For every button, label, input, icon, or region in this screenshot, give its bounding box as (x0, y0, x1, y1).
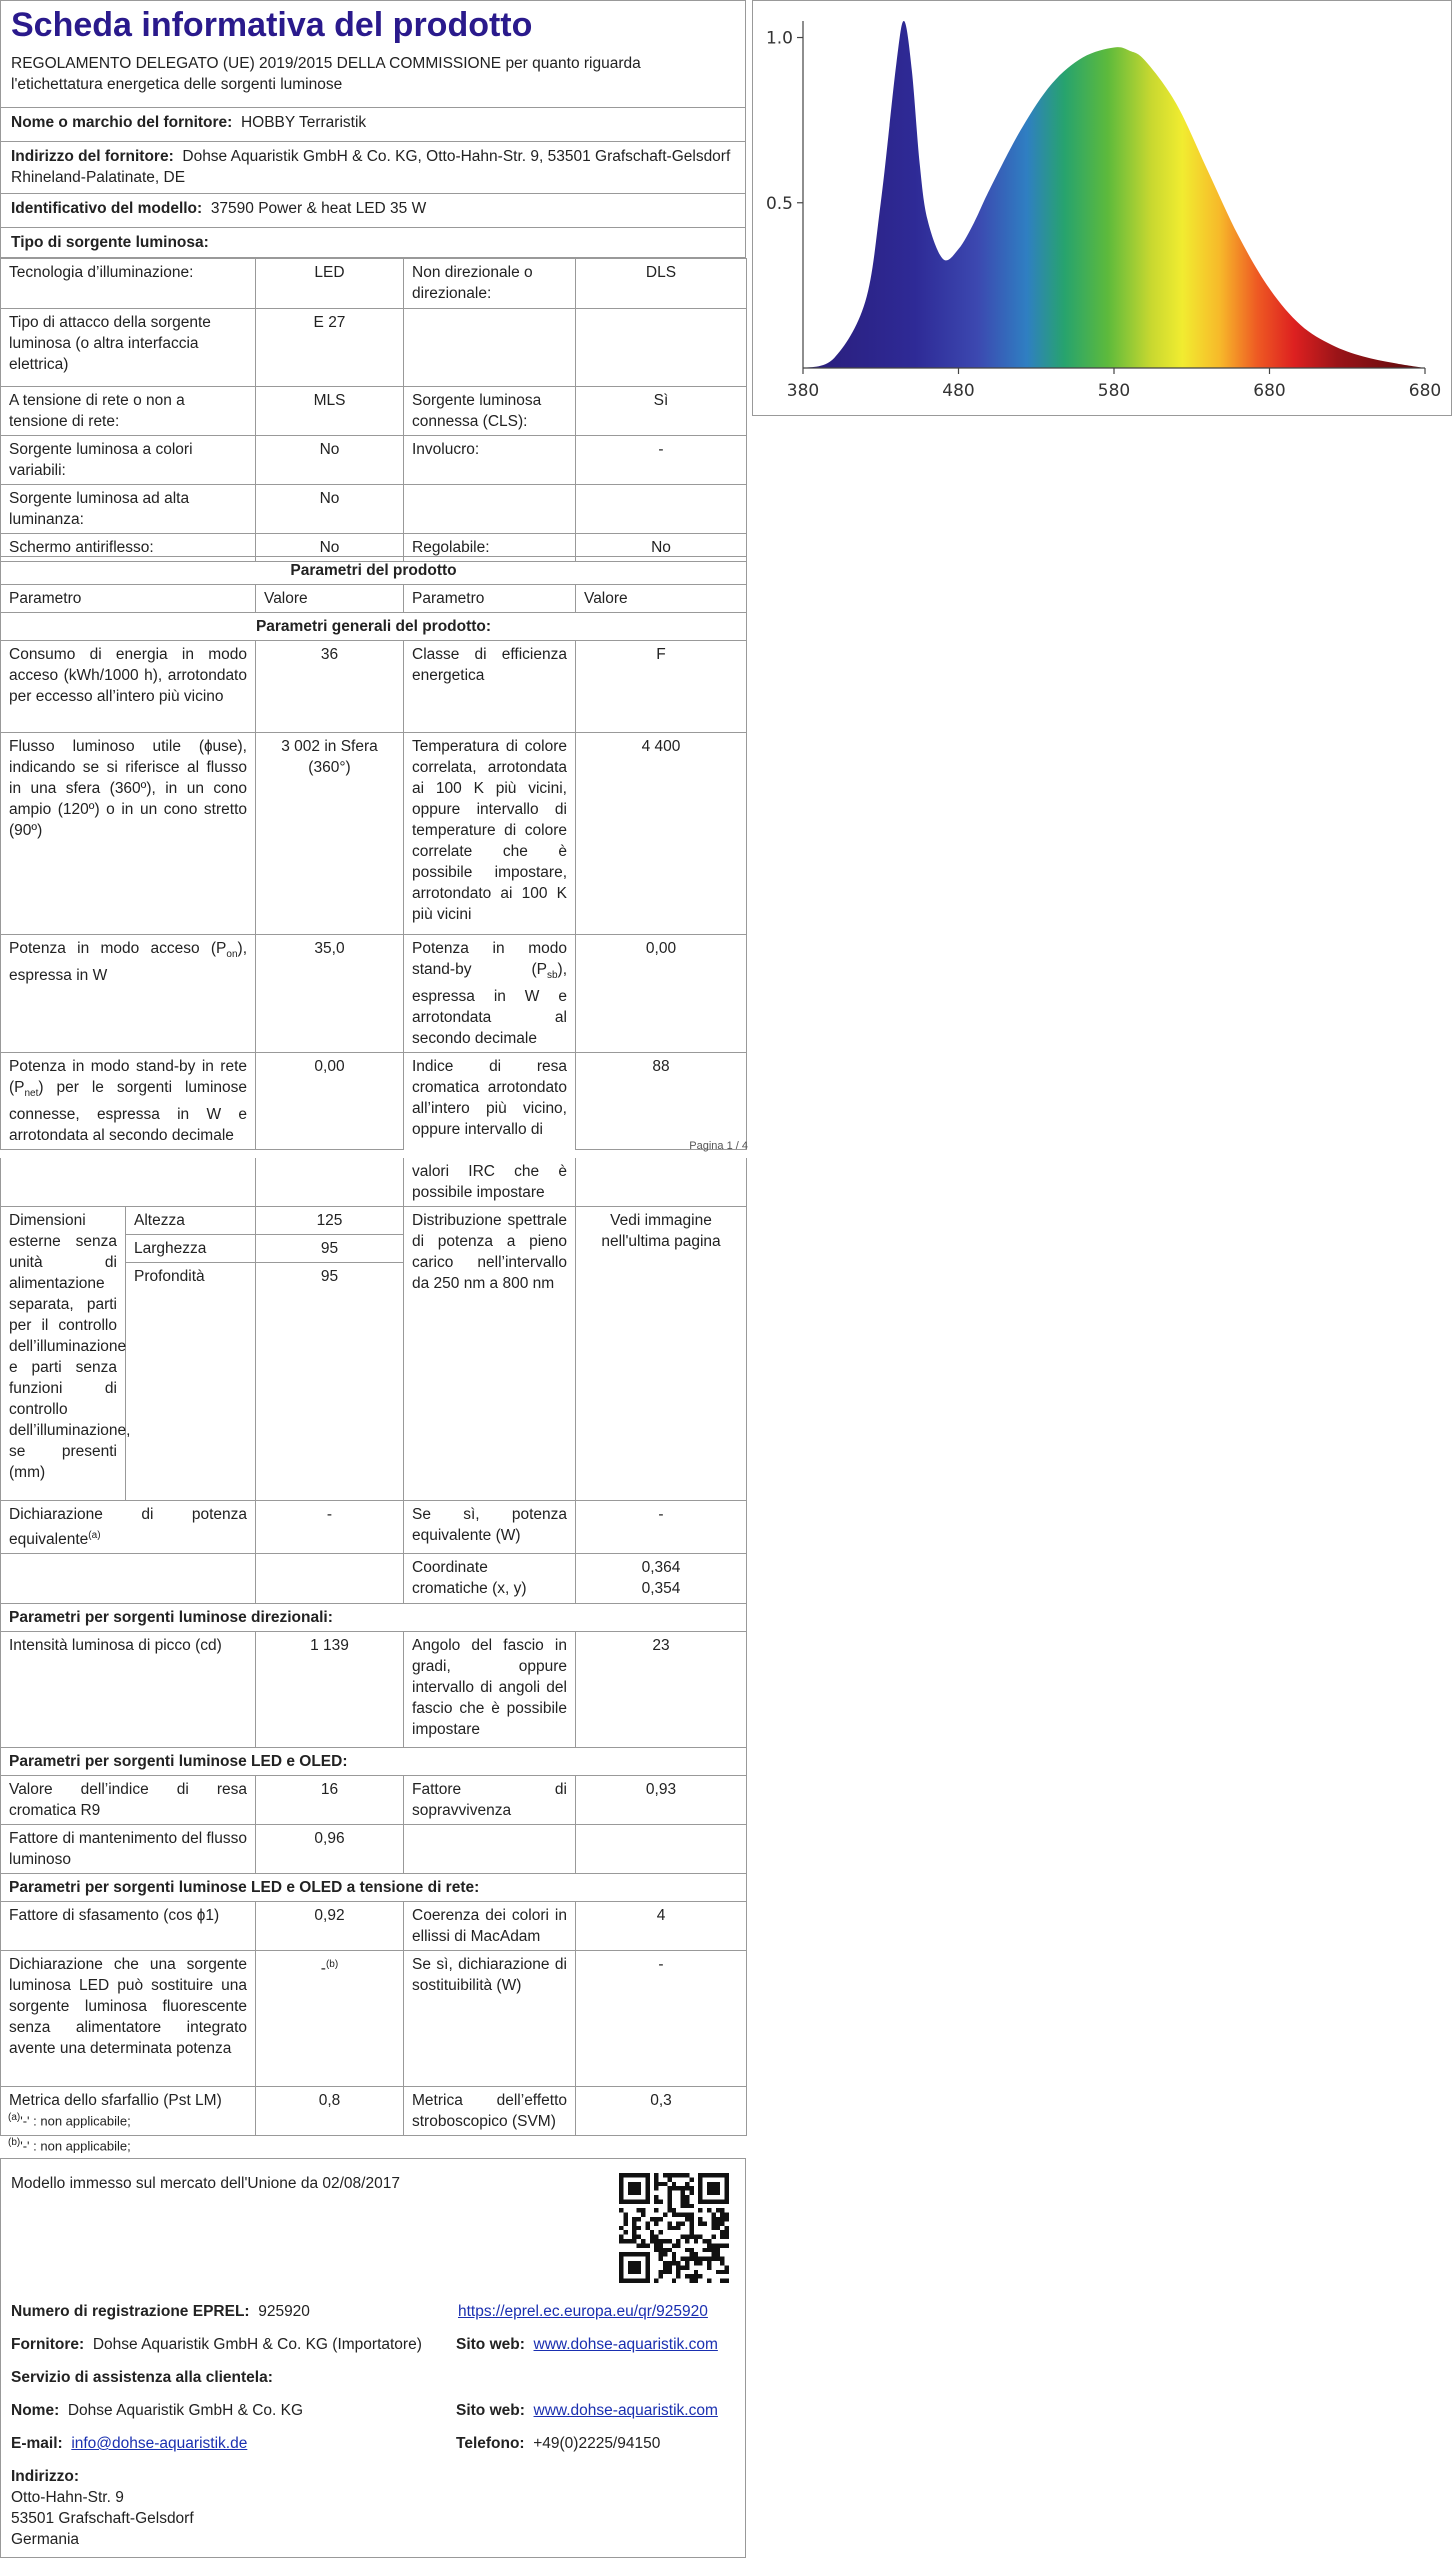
table-cell (404, 1825, 576, 1874)
spectrum-svg (753, 1, 1453, 417)
efficiency-class-label: Classe di efficienza energetica (404, 641, 576, 733)
dimensions-label: Dimensioni esterne senza unità di alimentazione separata, parti per il controllo dell’illuminazione e parti senza funzioni di controllo dell’illuminazione, se presenti (mm) (1, 1207, 126, 1501)
table-cell: Non direzionale o direzionale: (404, 259, 576, 309)
light-source-heading (0, 228, 746, 258)
spectrum-chart (752, 0, 1452, 416)
directional-params-heading: Parametri per sorgenti luminose direzionali: (1, 1604, 747, 1632)
table-row (1, 1604, 747, 1632)
replacement-w-label: Se sì, dichiarazione di sostituibilità (W) (404, 1951, 576, 2087)
column-header-value: Valore (256, 585, 404, 613)
chromaticity-y: 0,354 (641, 1580, 681, 1598)
spectral-distribution-value: Vedi immagine nell'ultima pagina (576, 1207, 747, 1501)
table-header-row (1, 585, 747, 613)
replacement-w-value: - (576, 1951, 747, 2087)
model-id-row (0, 194, 746, 228)
table-cell: LED (256, 259, 404, 309)
efficiency-class-value: F (576, 641, 747, 733)
table-row (1, 1748, 747, 1776)
table-cell: Tipo di attacco della sorgente luminosa (o altra interfaccia elettrica) (1, 309, 256, 387)
table-row (1, 557, 747, 585)
equivalent-power-w-value: - (576, 1501, 747, 1554)
params-heading: Parametri del prodotto (1, 557, 747, 585)
macadam-label: Coerenza dei colori in ellissi di MacAdam (404, 1902, 576, 1951)
table-cell: Involucro: (404, 436, 576, 485)
table-cell (256, 1554, 404, 1604)
table-cell: Sorgente luminosa ad alta luminanza: (1, 485, 256, 534)
mains-params-heading: Parametri per sorgenti luminose LED e OLED a tensione di rete: (1, 1874, 747, 1902)
table-cell: Sorgente luminosa connessa (CLS): (404, 387, 576, 436)
table-row (1, 485, 747, 534)
supplier-website: Sito web: www.dohse-aquaristik.com (456, 2336, 718, 2353)
x-tick-label: 680 (1408, 381, 1442, 401)
beam-angle-label: Angolo del fascio in gradi, oppure intervallo di angoli del fascio che è possibile impostare (404, 1632, 576, 1748)
table-cell (404, 309, 576, 387)
macadam-value: 4 (576, 1902, 747, 1951)
table-row (1, 733, 747, 935)
displacement-factor-value: 0,92 (256, 1902, 404, 1951)
table-cell: No (256, 534, 404, 562)
chromaticity-x: 0,364 (641, 1559, 681, 1577)
table-cell: Schermo antiriflesso: (1, 534, 256, 562)
supplier-address-row (0, 142, 746, 194)
table-row (1, 1874, 747, 1902)
table-row (1, 1158, 747, 1207)
supplier-website-link[interactable]: www.dohse-aquaristik.com (533, 2336, 718, 2353)
y-tick-label: 1.0 (765, 28, 793, 49)
supplier-address-label: Indirizzo del fornitore: (11, 148, 174, 165)
width-value: 95 (256, 1235, 404, 1263)
table-cell (404, 485, 576, 534)
eprel-number: Numero di registrazione EPREL: 925920 (11, 2303, 310, 2320)
supplier-name-label: Nome o marchio del fornitore: (11, 114, 233, 131)
width-label: Larghezza (126, 1235, 256, 1263)
r9-label: Valore dell’indice di resa cromatica R9 (1, 1776, 256, 1825)
color-temperature-value: 4 400 (576, 733, 747, 935)
equivalent-power-value: - (256, 1501, 404, 1554)
table-cell: - (576, 436, 747, 485)
led-params-heading: Parametri per sorgenti luminose LED e OLED: (1, 1748, 747, 1776)
survival-factor-value: 0,93 (576, 1776, 747, 1825)
column-header-value: Valore (576, 585, 747, 613)
qr-code-icon (619, 2173, 729, 2283)
table-cell: A tensione di rete o non a tensione di rete: (1, 387, 256, 436)
light-source-heading-text: Tipo di sorgente luminosa: (11, 234, 209, 251)
supplier-address-value: Dohse Aquaristik GmbH & Co. KG, Otto-Hahn-Str. 9, 53501 Grafschaft-Gelsdorf Rhineland-Palatinate, DE (11, 148, 731, 186)
survival-factor-label: Fattore di sopravvivenza (404, 1776, 576, 1825)
x-tick-label: 380 (786, 381, 820, 401)
table-row (1, 613, 747, 641)
network-standby-power-value: 0,00 (256, 1053, 404, 1150)
x-tick-label: 480 (942, 381, 975, 401)
table-cell: DLS (576, 259, 747, 309)
depth-label: Profondità (126, 1263, 256, 1501)
table-cell: No (256, 485, 404, 534)
model-id-value: 37590 Power & heat LED 35 W (210, 200, 427, 217)
table-cell (1, 1158, 256, 1207)
table-cell: Sorgente luminosa a colori variabili: (1, 436, 256, 485)
table-row (1, 1902, 747, 1951)
page-title: Scheda informativa del prodotto (11, 6, 533, 44)
height-label: Altezza (126, 1207, 256, 1235)
footer-info-box (0, 2158, 746, 2558)
supplier-info: Fornitore: Dohse Aquaristik GmbH & Co. KG (Importatore) (11, 2336, 422, 2353)
service-website: Sito web: www.dohse-aquaristik.com (456, 2402, 718, 2419)
table-row (1, 436, 747, 485)
footnote-a: $^{(a)}$'-' : non applicabile; (8, 2112, 131, 2129)
height-value: 125 (256, 1207, 404, 1235)
displacement-factor-label: Fattore di sfasamento (cos ɸ1) (1, 1902, 256, 1951)
table-row (1, 1776, 747, 1825)
service-address: Indirizzo: Otto-Hahn-Str. 9 53501 Grafschaft-Gelsdorf Germania (11, 2468, 194, 2548)
market-date: Modello immesso sul mercato dell'Unione da 02/08/2017 (11, 2175, 400, 2192)
standby-power-value: 0,00 (576, 935, 747, 1053)
table-cell (576, 1825, 747, 1874)
standby-power-label: Potenza in modo stand-by $(P_{sb})$, espressa in W e arrotondata al secondo decimale (404, 935, 576, 1053)
beam-angle-value: 23 (576, 1632, 747, 1748)
y-tick-label: 0.5 (765, 193, 793, 214)
column-header-parameter: Parametro (1, 585, 256, 613)
on-mode-power-label: Potenza in modo acceso $(P_{on})$, espressa in W (1, 935, 256, 1053)
color-rendering-label: Indice di resa cromatica arrotondato all’intero più vicino, oppure intervallo di (404, 1053, 576, 1150)
footnotes (8, 2107, 131, 2158)
replacement-claim-label: Dichiarazione che una sorgente luminosa LED può sostituire una sorgente luminosa fluorescente senza alimentatore integrato avente una determinata potenza (1, 1951, 256, 2087)
color-rendering-label-continued: valori IRC che è possibile impostare (404, 1158, 576, 1207)
chromaticity-value (576, 1554, 747, 1604)
table-cell: Sì (576, 387, 747, 436)
table-row (1, 1951, 747, 2087)
sheet-header (0, 0, 746, 108)
replacement-claim-value: -$^{(b)}$ (256, 1951, 404, 2087)
service-phone: Telefono: +49(0)2225/94150 (456, 2435, 661, 2452)
table-cell (576, 309, 747, 387)
table-row (1, 387, 747, 436)
equivalent-power-w-label: Se sì, potenza equivalente (W) (404, 1501, 576, 1554)
table-row (1, 1825, 747, 1874)
light-source-table (0, 258, 747, 562)
spectrum-area (803, 21, 1425, 368)
luminous-flux-label: Flusso luminoso utile (ɸuse), indicando se si riferisce al flusso in una sfera (360º), in un cono ampio (120º) o in un cono stretto (90º) (1, 733, 256, 935)
x-tick-label: 680 (1253, 381, 1286, 401)
table-cell: Tecnologia d’illuminazione: (1, 259, 256, 309)
general-params-heading: Parametri generali del prodotto: (1, 613, 747, 641)
table-row (1, 1554, 747, 1604)
table-cell (576, 1158, 747, 1207)
luminous-flux-value: 3 002 in Sfera (360°) (256, 733, 404, 935)
r9-value: 16 (256, 1776, 404, 1825)
color-rendering-value: 88 (576, 1053, 747, 1150)
footnote-b: $^{(b)}$'-' : non applicabile; (8, 2137, 131, 2154)
equivalent-power-label: Dichiarazione di potenza equivalente$^{(a)}$ (1, 1501, 256, 1554)
model-id-label: Identificativo del modello: (11, 200, 203, 217)
energy-consumption-value: 36 (256, 641, 404, 733)
on-mode-power-value: 35,0 (256, 935, 404, 1053)
table-cell: No (256, 436, 404, 485)
chromaticity-label: Coordinate cromatiche (x, y) (404, 1554, 576, 1604)
service-name: Nome: Dohse Aquaristik GmbH & Co. KG (11, 2402, 304, 2419)
column-header-parameter: Parametro (404, 585, 576, 613)
spectral-distribution-label: Distribuzione spettrale di potenza a pieno carico nell’intervallo da 250 nm a 800 nm (404, 1207, 576, 1501)
table-row (1, 1053, 747, 1150)
table-cell: No (576, 534, 747, 562)
supplier-name-row (0, 108, 746, 142)
depth-value: 95 (256, 1263, 404, 1501)
lumen-maintenance-value: 0,96 (256, 1825, 404, 1874)
customer-service-heading: Servizio di assistenza alla clientela: (11, 2369, 273, 2386)
email-link[interactable]: info@dohse-aquaristik.de (71, 2435, 248, 2452)
product-parameters-table-continued (0, 1158, 747, 2136)
peak-intensity-label: Intensità luminosa di picco (cd) (1, 1632, 256, 1748)
supplier-name-value: HOBBY Terraristik (240, 114, 367, 131)
network-standby-power-label: Potenza in modo stand-by in rete $(P_{net})$ per le sorgenti luminose connesse, espressa in W e arrotondata al secondo decimale (1, 1053, 256, 1150)
table-row (1, 259, 747, 309)
service-email: E-mail: info@dohse-aquaristik.de (11, 2435, 248, 2452)
regulation-text: REGOLAMENTO DELEGATO (UE) 2019/2015 DELLA COMMISSIONE per quanto riguarda l'etichettatura energetica delle sorgenti luminose (11, 55, 641, 93)
table-row (1, 641, 747, 733)
table-row (1, 309, 747, 387)
service-website-link[interactable]: www.dohse-aquaristik.com (533, 2402, 718, 2419)
lumen-maintenance-label: Fattore di mantenimento del flusso luminoso (1, 1825, 256, 1874)
table-cell: MLS (256, 387, 404, 436)
color-temperature-label: Temperatura di colore correlata, arrotondata ai 100 K più vicini, oppure intervallo di temperature di colore correlate che è possibile impostare, arrotondato ai 100 K più vicini (404, 733, 576, 935)
table-cell (1, 1554, 256, 1604)
table-cell (256, 1158, 404, 1207)
table-cell: Regolabile: (404, 534, 576, 562)
product-parameters-table (0, 556, 747, 1150)
table-row (1, 1207, 747, 1235)
page-number: Pagina 1 / 4 (689, 1140, 748, 1152)
stroboscopic-metric-value: 0,3 (576, 2087, 747, 2136)
table-cell (576, 485, 747, 534)
table-row (1, 1501, 747, 1554)
table-row (1, 935, 747, 1053)
stroboscopic-metric-label: Metrica dell’effetto stroboscopico (SVM) (404, 2087, 576, 2136)
flicker-metric-value: 0,8 (256, 2087, 404, 2136)
flicker-metric-label: Metrica dello sfarfallio (Pst LM) (1, 2087, 256, 2136)
eprel-link[interactable]: https://eprel.ec.europa.eu/qr/925920 (458, 2303, 708, 2320)
table-cell: E 27 (256, 309, 404, 387)
x-tick-label: 580 (1097, 381, 1131, 401)
peak-intensity-value: 1 139 (256, 1632, 404, 1748)
energy-consumption-label: Consumo di energia in modo acceso (kWh/1000 h), arrotondato per eccesso all’intero più vicino (1, 641, 256, 733)
table-row (1, 1632, 747, 1748)
